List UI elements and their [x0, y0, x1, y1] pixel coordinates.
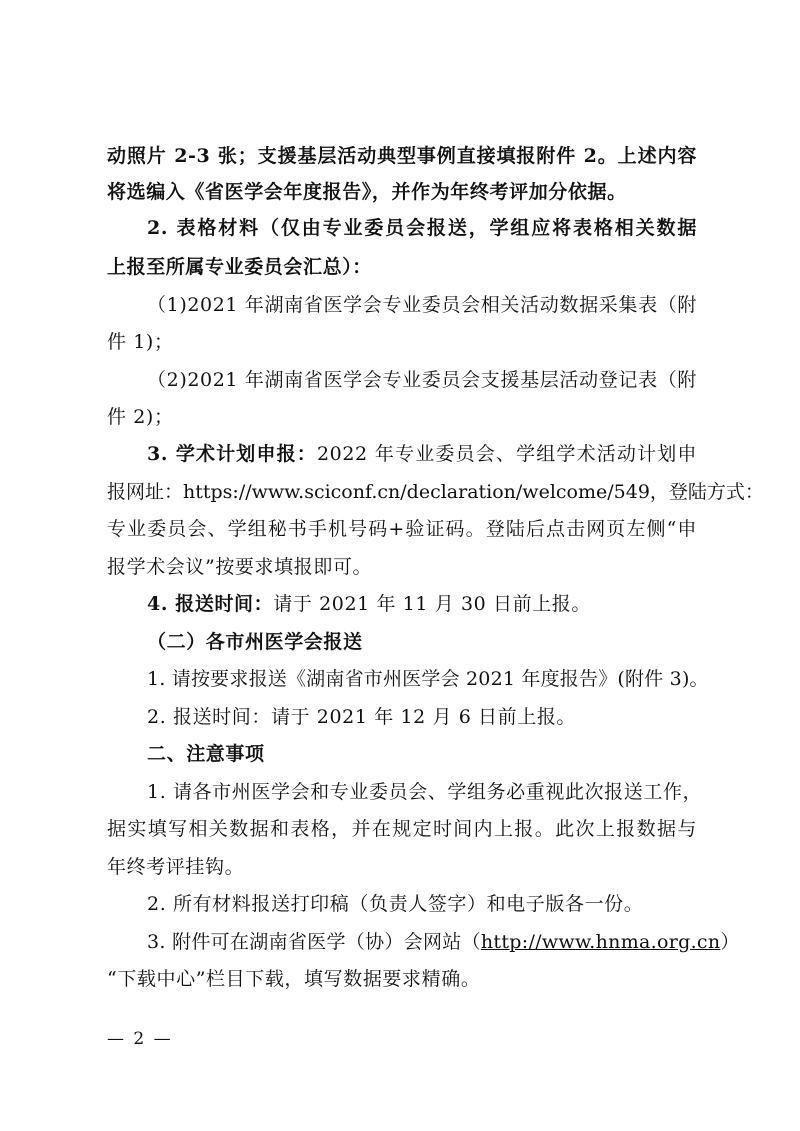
list-item: 1. 请按要求报送《湖南省市州医学会 2021 年度报告》(附件 3)。: [147, 668, 709, 690]
section-heading-submission-time: [147, 590, 697, 618]
list-item: 1. 请各市州医学会和专业委员会、学组务必重视此次报送工作，: [147, 781, 703, 803]
list-item: 2. 报送时间：请于 2021 年 12 月 6 日前上报。: [147, 706, 577, 728]
list-item: 2. 所有材料报送打印稿（负责人签字）和电子版各一份。: [147, 893, 644, 915]
paragraph-line: 专业委员会、学组秘书手机号码+验证码。登陆后点击网页左侧“申: [107, 518, 697, 540]
paragraph-line: 报学术会议”按要求填报即可。: [107, 556, 373, 578]
paragraph-line: 年终考评挂钩。: [107, 856, 245, 878]
paragraph-line: 件 1)；: [107, 331, 174, 353]
list-item: [147, 928, 740, 956]
paragraph-line: 动照片 2-3 张；支援基层活动典型事例直接填报附件 2。上述内容: [107, 145, 697, 167]
paragraph-line: 将选编入《省医学会年度报告》，并作为年终考评加分依据。: [107, 181, 627, 203]
section-text: 2022 年专业委员会、学组学术活动计划申: [316, 443, 697, 465]
section-label: 4. 报送时间：: [147, 593, 274, 615]
section-text: 请于 2021 年 11 月 30 日前上报。: [273, 593, 591, 615]
heading-notes: 二、注意事项: [147, 743, 265, 765]
paragraph-line: “下载中心”栏目下载，填写数据要求精确。: [107, 968, 481, 990]
section-heading-table-materials: 2. 表格材料（仅由专业委员会报送，学组应将表格相关数据: [147, 217, 697, 239]
hnma-website-link[interactable]: http://www.hnma.org.cn: [480, 931, 721, 953]
subheading-city-reports: （二）各市州医学会报送: [147, 631, 363, 653]
section-label: 3. 学术计划申报：: [147, 443, 317, 465]
section-heading-academic-plan: [147, 440, 697, 468]
list-item-text: 3. 附件可在湖南省医学（协）会网站（: [147, 931, 481, 953]
paragraph-line: 件 2)；: [107, 406, 174, 428]
page-number: — 2 —: [107, 1029, 173, 1049]
paragraph-line: 据实填写相关数据和表格，并在规定时间内上报。此次上报数据与: [107, 818, 697, 840]
paragraph-line: 上报至所属专业委员会汇总）：: [107, 256, 372, 278]
list-item: （1)2021 年湖南省医学会专业委员会相关活动数据采集表（附: [147, 294, 697, 316]
list-item: （2)2021 年湖南省医学会专业委员会支援基层活动登记表（附: [147, 369, 697, 391]
declaration-url-line: 报网址：https://www.sciconf.cn/declaration/welcome/549，登陆方式：: [107, 481, 764, 503]
list-item-text: ）: [720, 931, 740, 953]
